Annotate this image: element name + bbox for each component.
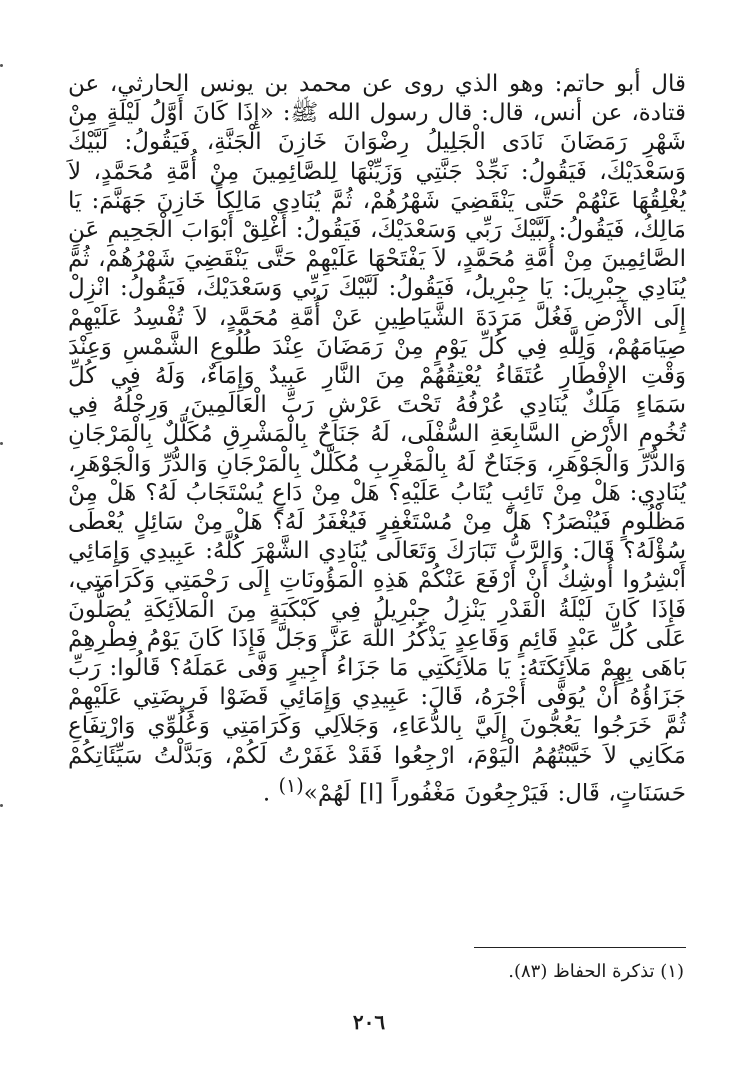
page-text-block (68, 70, 686, 809)
margin-speck (0, 804, 3, 807)
paragraph-ending: . (262, 780, 279, 807)
footnote-reference: (١) (278, 773, 304, 797)
margin-speck (0, 442, 3, 445)
body-paragraph (68, 70, 686, 809)
hadith-text: قال أبو حاتم: وهو الذي روى عن محمد بن يونس الحارثي، عن قتادة، عن أنس، قال: قال رسول الله ﷺ: «إِذَا كَانَ أَوَّلُ لَيْلَةٍ مِنْ شَهْرِ رَمَضَانَ نَادَى الْجَلِيلُ رِضْوَانَ خَازِنَ الْجَنَّةِ، فَيَقُولُ: لَبَّيْكَ وَسَعْدَيْكَ، فَيَقُولُ: نَجِّدْ جَنَّتِي وَزَيِّنْهَا لِلصَّائِمِينَ مِنْ أُمَّةِ مُحَمَّدٍ، لاَ يُغْلِقُهَا عَنْهُمْ حَتَّى يَنْقَضِيَ شَهْرُهُمْ، ثُمَّ يُنَادِي مَالِكاً خَازِنَ جَهَنَّمَ: يَا مَالِكُ، فَيَقُولُ: لَبَّيْكَ رَبِّي وَسَعْدَيْكَ، فَيَقُولُ: أَغْلِقْ أَبْوَابَ الْجَحِيمِ عَنِ الصَّائِمِينَ مِنْ أُمَّةِ مُحَمَّدٍ، لاَ يَفْتَحْهَا عَلَيْهِمْ حَتَّى يَنْقَضِيَ شَهْرُهُمْ، ثُمَّ يُنَادِي جِبْرِيلَ: يَا جِبْرِيلُ، فَيَقُولُ: لَبَّيْكَ رَبِّي وَسَعْدَيْكَ، فَيَقُولُ: انْزِلْ إِلَى الأَرْضِ فَغُلَّ مَرَدَةَ الشَّيَاطِينِ عَنْ أُمَّةِ مُحَمَّدٍ، لاَ تُفْسِدُ عَلَيْهِمْ صِيَامَهُمْ، وَلِلَّهِ فِي كُلِّ يَوْمٍ مِنْ رَمَضَانَ عِنْدَ طُلُوعِ الشَّمْسِ وَعِنْدَ وَقْتِ الإِفْطَارِ عُتَقَاءُ يُعْتِقُهُمْ مِنَ النَّارِ عَبِيدٌ وَإِمَاءٌ، وَلَهُ فِي كُلِّ سَمَاءٍ مَلَكٌ يُنَادِي عُرْفُهُ تَحْتَ عَرْشِ رَبِّ الْعَالَمِينَ، وَرِجْلُهُ فِي تُخُومِ الأَرْضِ السَّابِعَةِ السُّفْلَى، لَهُ جَنَاحٌ بِالْمَشْرِقِ مُكَلَّلٌ بِالْمَرْجَانِ وَالدُّرِّ وَالْجَوْهَرِ، وَجَنَاحٌ لَهُ بِالْمَغْرِبِ مُكَلَّلٌ بِالْمَرْجَانِ وَالدُّرِّ وَالْجَوْهَرِ، يُنَادِي: هَلْ مِنْ تَائِبٍ يُتَابُ عَلَيْهِ؟ هَلْ مِنْ دَاعٍ يُسْتَجَابُ لَهُ؟ هَلْ مِنْ مَظْلُومٍ فَيُنْصَرُ؟ هَلْ مِنْ مُسْتَغْفِرٍ فَيُغْفَرُ لَهُ؟ هَلْ مِنْ سَائِلٍ يُعْطَى سُؤْلَهُ؟ قَالَ: وَالرَّبُّ تَبَارَكَ وَتَعَالَى يُنَادِي الشَّهْرَ كُلَّهُ: عَبِيدِي وَإِمَائِي أَبْشِرُوا أُوشِكُ أَنْ أَرْفَعَ عَنْكُمْ هَذِهِ الْمَؤُونَاتِ إِلَى رَحْمَتِي وَكَرَامَتِي، فَإِذَا كَانَ لَيْلَةُ الْقَدْرِ يَنْزِلُ جِبْرِيلُ فِي كَبْكَبَةٍ مِنَ الْمَلاَئِكَةِ يُصَلُّونَ عَلَى كُلِّ عَبْدٍ قَائِمٍ وَقَاعِدٍ يَذْكُرُ اللَّهَ عَزَّ وَجَلَّ فَإِذَا كَانَ يَوْمُ فِطْرِهِمْ بَاهَى بِهِمْ مَلاَئِكَتَهُ: يَا مَلاَئِكَتِي مَا جَزَاءُ أَجِيرٍ وَفَّى عَمَلَهُ؟ قَالُوا: رَبِّ جَزَاؤُهُ أَنْ يُوَفَّى أَجْرَهُ، قَالَ: عَبِيدِي وَإِمَائِي قَضَوْا فَرِيضَتِي عَلَيْهِمْ ثُمَّ خَرَجُوا يَعُجُّونَ إِلَيَّ بِالدُّعَاءِ، وَجَلاَلِي وَكَرَامَتِي وَعُلُوِّي وَارْتِفَاعِ مَكَانِي لاَ خَيَّبْتُهُمُ الْيَوْمَ، ارْجِعُوا فَقَدْ غَفَرْتُ لَكُمْ، وَبَدَّلْتُ سَيِّئَاتِكُمْ حَسَنَاتٍ، قَال: فَيَرْجِعُونَ مَغْفُوراً [ا] لَهُمْ» (68, 71, 686, 807)
footnote: (١) تذكرة الحفاظ (٨٣). (508, 961, 684, 982)
page-number: ٢٠٦ (352, 1010, 386, 1034)
footnote-separator (474, 947, 686, 948)
margin-speck (0, 64, 3, 67)
